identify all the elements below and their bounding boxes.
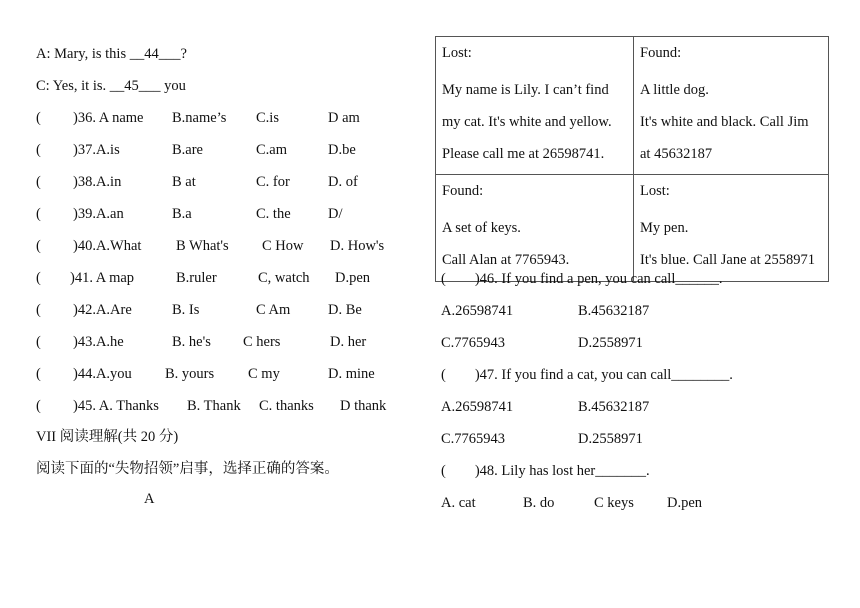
question-43-option-d: D. her	[330, 334, 367, 350]
answer-blank: (	[36, 206, 41, 222]
question-46-option-c: C.7765943	[441, 335, 506, 351]
question-41-option-d: D.pen	[335, 270, 371, 286]
question-44-option-d: D. mine	[328, 366, 375, 382]
dialogue-line-a: A: Mary, is this __44___?	[36, 46, 187, 62]
question-42-option-c: C Am	[256, 302, 291, 318]
notice-line: A set of keys.	[442, 220, 521, 237]
notice-line: It's white and black. Call Jim	[640, 113, 809, 130]
question-48-option-b: B. do	[523, 495, 555, 511]
notice-line: at 45632187	[640, 145, 713, 162]
notice-line: Found:	[640, 45, 682, 61]
notice-found-keys	[436, 175, 634, 282]
question-39-option-c: C. the	[256, 206, 291, 222]
notice-line: Found:	[442, 183, 484, 200]
instruction-text: 阅读下面的“失物招领”启事，选择正确的答案。	[36, 461, 339, 477]
question-43-option-c: C hers	[243, 334, 281, 350]
question-48-option-c: C keys	[594, 495, 634, 511]
question-42-option-a: )42.A.Are	[73, 302, 132, 318]
notice-lost-cat	[436, 37, 634, 175]
notice-found-dog	[634, 37, 829, 175]
notice-lost-pen	[634, 175, 829, 282]
question-45-option-c: C. thanks	[259, 398, 314, 414]
question-45-option-a: )45. A. Thanks	[73, 398, 159, 414]
question-47-option-b: B.45632187	[578, 399, 650, 415]
notice-line: my cat. It's white and yellow.	[442, 113, 612, 130]
question-38-option-c: C. for	[256, 174, 290, 190]
notice-line: A little dog.	[640, 82, 709, 98]
question-42-option-b: B. Is	[172, 302, 200, 318]
dialogue-line-c: C: Yes, it is. __45___ you	[36, 78, 186, 94]
question-46-option-a: A.26598741	[441, 303, 514, 319]
answer-blank: (	[36, 110, 41, 126]
answer-blank: (	[36, 238, 41, 254]
lost-and-found-table	[435, 36, 829, 282]
question-37-option-b: B.are	[172, 142, 203, 158]
question-41-option-b: B.ruler	[176, 270, 217, 286]
answer-blank: (	[36, 174, 41, 190]
question-46-stem: ( )46. If you find a pen, you can call______.	[441, 271, 723, 287]
question-47-option-a: A.26598741	[441, 399, 514, 415]
section-heading: VII 阅读理解(共 20 分)	[36, 429, 179, 445]
question-42-option-d: D. Be	[328, 302, 362, 318]
question-48-option-d: D.pen	[667, 495, 703, 511]
question-40-option-b: B What's	[176, 238, 229, 254]
question-39-option-d: D/	[328, 206, 343, 222]
notice-line: Call Alan at 7765943.	[442, 252, 570, 269]
notice-line: My pen.	[640, 220, 689, 237]
answer-blank: (	[36, 142, 41, 158]
question-39-option-a: )39.A.an	[73, 206, 124, 222]
question-36-option-d: D am	[328, 110, 360, 126]
answer-blank: (	[36, 334, 41, 350]
question-41-option-c: C, watch	[258, 270, 310, 286]
question-41-option-a: )41. A map	[70, 270, 135, 286]
answer-blank: (	[36, 270, 41, 286]
question-48-option-a: A. cat	[441, 495, 476, 511]
question-38-option-d: D. of	[328, 174, 358, 190]
question-40-option-c: C How	[262, 238, 304, 254]
question-46-option-b: B.45632187	[578, 303, 650, 319]
question-44-option-a: )44.A.you	[73, 366, 132, 382]
question-36-option-b: B.name’s	[172, 110, 227, 126]
notice-line: My name is Lily. I can’t find	[442, 82, 609, 98]
answer-blank: (	[36, 302, 41, 318]
question-46-option-d: D.2558971	[578, 335, 643, 351]
question-37-option-d: D.be	[328, 142, 356, 158]
notice-line: Lost:	[442, 45, 472, 61]
question-45-option-b: B. Thank	[187, 398, 241, 414]
question-40-option-d: D. How's	[330, 238, 385, 254]
question-38-option-b: B at	[172, 174, 196, 190]
question-43-option-a: )43.A.he	[73, 334, 124, 350]
question-47-stem: ( )47. If you find a cat, you can call________.	[441, 367, 733, 383]
question-45-option-d: D thank	[340, 398, 387, 414]
question-44-option-c: C my	[248, 366, 280, 382]
question-44-option-b: B. yours	[165, 366, 215, 382]
question-48-stem: ( )48. Lily has lost her_______.	[441, 463, 650, 479]
question-40-option-a: )40.A.What	[73, 238, 142, 254]
notice-line: It's blue. Call Jane at 2558971	[640, 252, 815, 269]
question-47-option-c: C.7765943	[441, 431, 506, 447]
question-38-option-a: )38.A.in	[73, 174, 122, 190]
notice-line: Lost:	[640, 183, 670, 200]
question-36-option-a: )36. A name	[73, 110, 144, 126]
passage-label: A	[144, 491, 155, 507]
answer-blank: (	[36, 366, 41, 382]
answer-blank: (	[36, 398, 41, 414]
question-47-option-d: D.2558971	[578, 431, 643, 447]
question-37-option-a: )37.A.is	[73, 142, 120, 158]
question-43-option-b: B. he's	[172, 334, 211, 350]
question-37-option-c: C.am	[256, 142, 288, 158]
question-36-option-c: C.is	[256, 110, 279, 126]
notice-line: Please call me at 26598741.	[442, 145, 605, 162]
question-39-option-b: B.a	[172, 206, 192, 222]
